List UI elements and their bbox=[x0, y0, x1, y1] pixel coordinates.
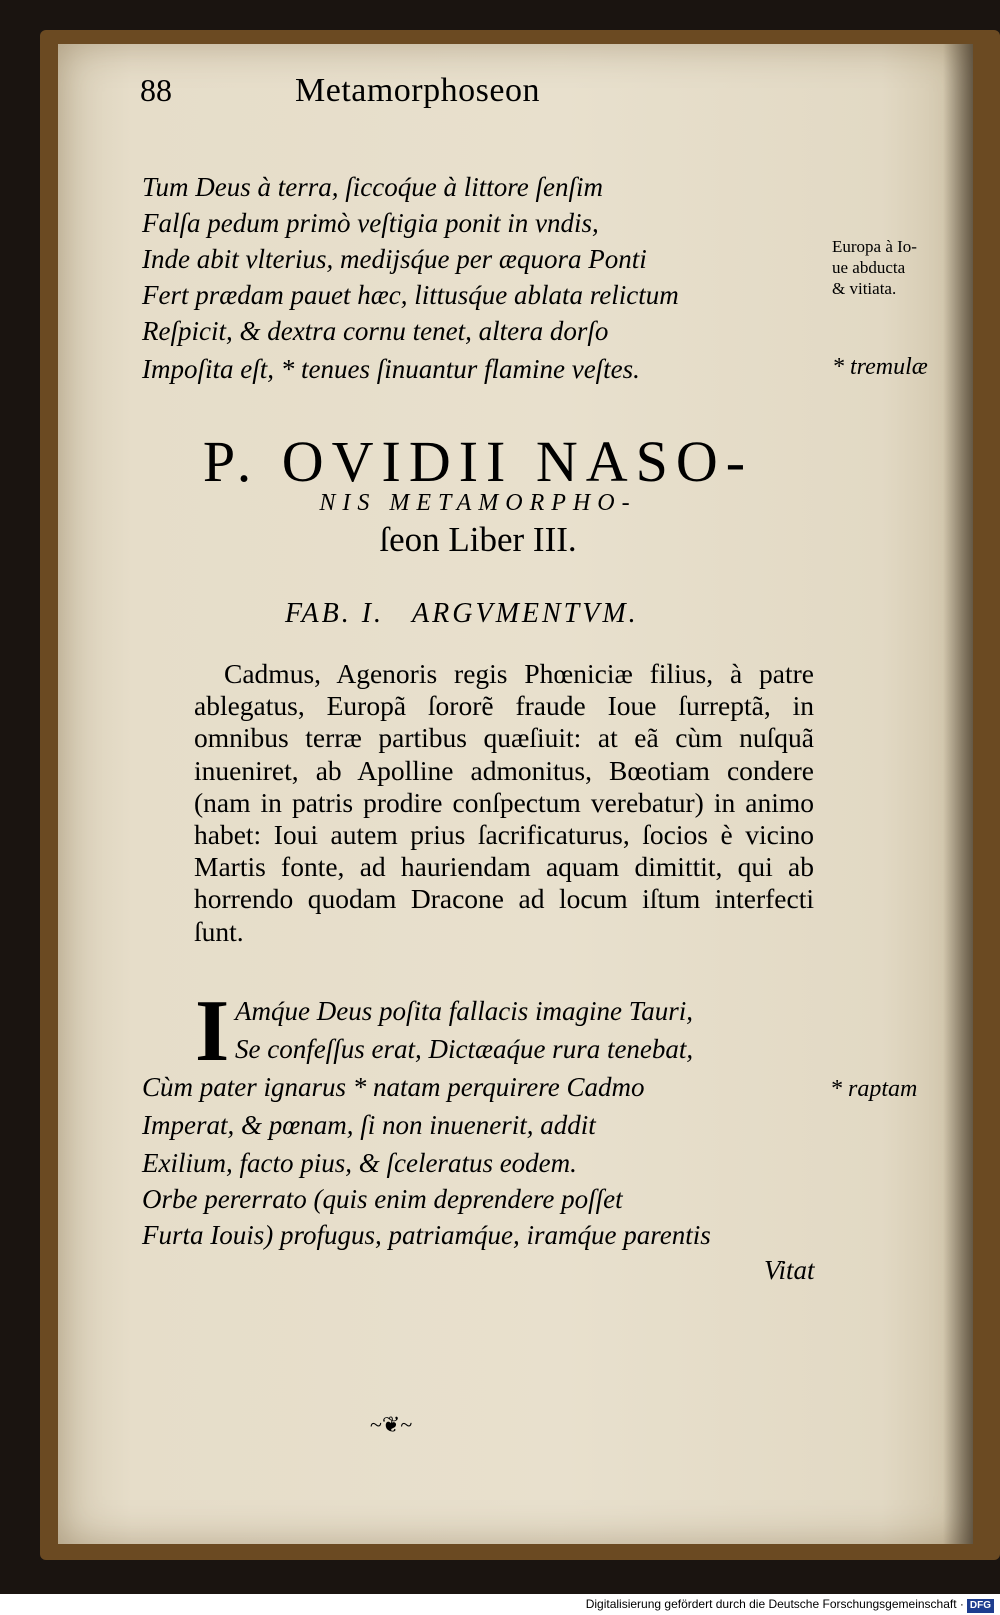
margin-note-raptam: * raptam bbox=[830, 1076, 918, 1102]
verse-line: Orbe pererrato (quis enim deprendere poſſet bbox=[142, 1184, 623, 1214]
verse-line: Exilium, facto pius, & ſceleratus eodem. bbox=[142, 1148, 577, 1178]
margin-note-europa: Europa à Io- ue abducta & vitiata. bbox=[832, 237, 917, 298]
argumentum-label: ARGVMENTVM. bbox=[412, 598, 639, 629]
verse-line: Impoſita eſt, * tenues ſinuantur flamine veſtes. bbox=[142, 354, 640, 384]
verse-line: Falſa pedum primò veſtigia ponit in vndis, bbox=[142, 208, 599, 238]
verse-line: Cùm pater ignarus * natam perquirere Cadmo bbox=[142, 1072, 645, 1102]
dfg-logo: DFG bbox=[967, 1599, 994, 1613]
verse-line: Imperat, & pœnam, ſi non inuenerit, addit bbox=[142, 1110, 596, 1140]
verse-line: Amq́ue Deus poſita fallacis imagine Tauri, bbox=[235, 996, 693, 1026]
catchword: Vitat bbox=[764, 1255, 815, 1285]
fable-heading bbox=[285, 598, 667, 630]
book-title-line-3: ſeon Liber III. bbox=[379, 520, 577, 559]
page-number: 88 bbox=[140, 72, 172, 108]
ornament-fleuron: ~❦~ bbox=[370, 1412, 413, 1437]
margin-note-tremulae: * tremulæ bbox=[832, 354, 928, 380]
verse-line: Tum Deus à terra, ſiccoq́ue à littore ſenſim bbox=[142, 172, 603, 202]
book-title-line-1: P. OVIDII NASO- bbox=[202, 429, 754, 494]
verse-line: Inde abit vlterius, medijsq́ue per æquora Ponti bbox=[142, 244, 647, 274]
fable-number: FAB. I. bbox=[285, 598, 385, 629]
book-title-line-2: NIS METAMORPHO- bbox=[319, 490, 637, 516]
digitization-footer bbox=[0, 1594, 1000, 1615]
verse-line: Furta Iouis) profugus, patriamq́ue, iramq́ue parentis bbox=[142, 1220, 711, 1250]
running-title: Metamorphoseon bbox=[295, 72, 540, 109]
drop-cap-initial: I bbox=[195, 983, 230, 1080]
footer-credit: Digitalisierung gefördert durch die Deutsche Forschungsgemeinschaft · bbox=[585, 1597, 964, 1611]
verse-line: Fert prædam pauet hæc, littusq́ue ablata relictum bbox=[142, 280, 679, 310]
argument-paragraph: Cadmus, Agenoris regis Phœniciæ filius, à patre ablegatus, Europã ſororẽ fraude Ioue ſurreptã, in omnibus terræ partibus quæſiuit: at eã cùm nuſquã inueniret, ab Apolline admonitus, Bœotiam condere (nam in patris prodire conſpectum verebatur) in animo habet: Ioui autem prius ſacrificaturus, ſocios è vicino Martis fonte, ad hauriendam aquam dimittit, qui ab horrendo quodam Dracone ad locum iſtum interfecti ſunt. bbox=[194, 658, 814, 947]
page-header bbox=[140, 72, 660, 122]
verse-line: Reſpicit, & dextra cornu tenet, altera dorſo bbox=[142, 316, 609, 346]
verse-line: Se confeſſus erat, Dictæaq́ue rura tenebat, bbox=[235, 1034, 694, 1064]
